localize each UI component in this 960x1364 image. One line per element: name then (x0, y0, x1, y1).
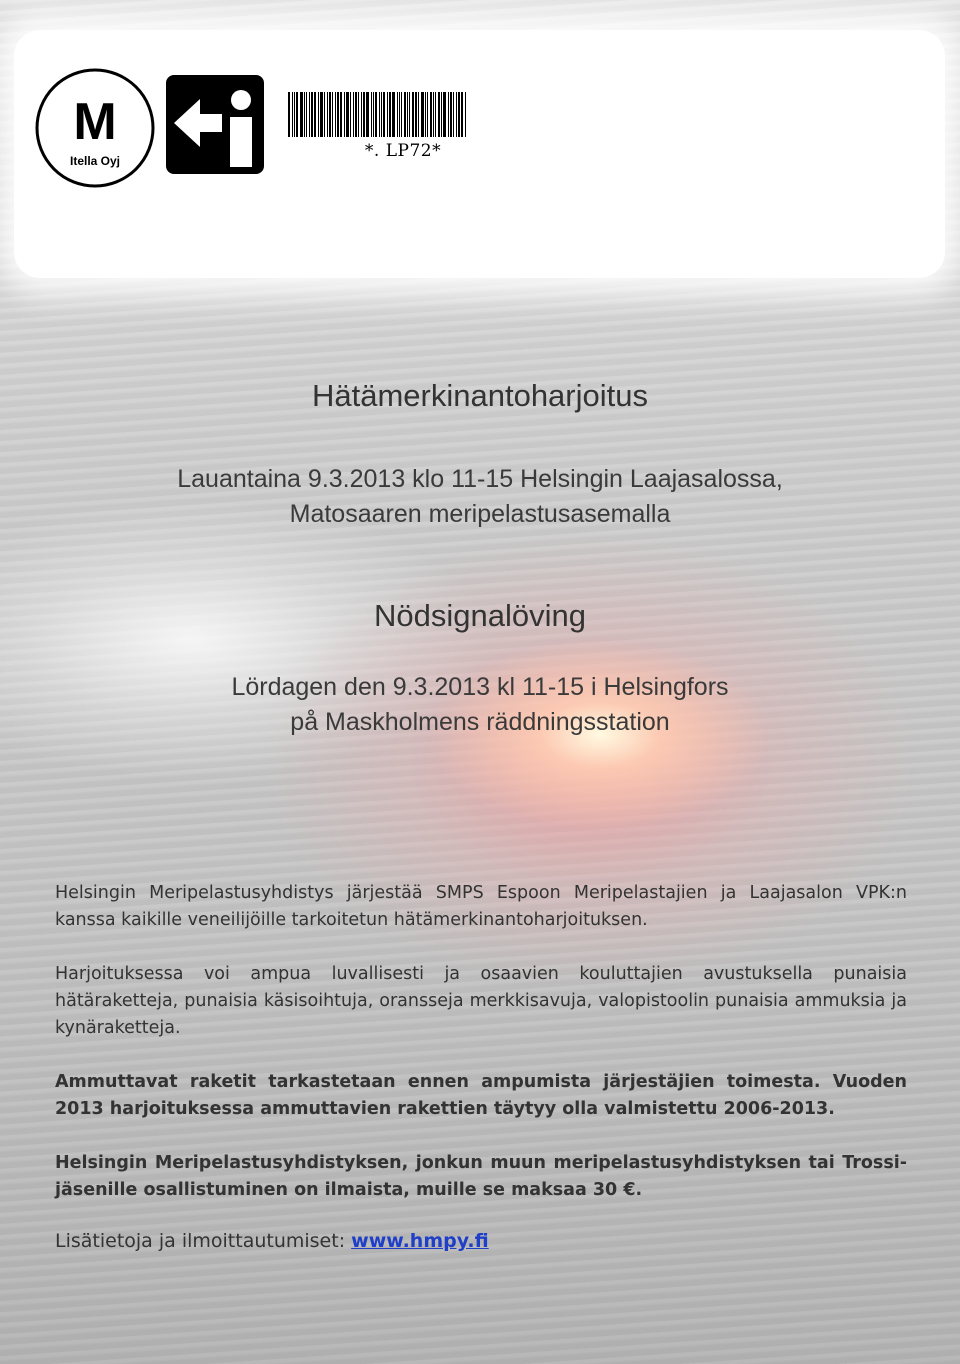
barcode-bar (320, 92, 323, 137)
barcode-bar (332, 92, 333, 137)
finnish-date-line-1: Lauantaina 9.3.2013 klo 11-15 Helsingin Laajasalossa, (177, 465, 783, 493)
swedish-date-line-1: Lördagen den 9.3.2013 kl 11-15 i Helsingfors (231, 673, 729, 701)
contact-line (55, 1230, 489, 1252)
barcode-bar (425, 92, 426, 137)
barcode-bar (296, 92, 298, 137)
barcode-bar (453, 92, 454, 137)
barcode-bar (461, 92, 463, 137)
barcode-bar (458, 92, 460, 137)
barcode-bar (346, 92, 349, 137)
itella-logo-text: Itella Oyj (69, 154, 121, 168)
barcode-bar (337, 92, 339, 137)
barcode-bar (438, 92, 440, 137)
barcode-bar (350, 92, 351, 137)
barcode-bar (430, 92, 432, 137)
barcode-bar (361, 92, 362, 137)
barcode-bar (379, 92, 380, 137)
barcode-bar (363, 92, 365, 137)
barcode-bar (412, 92, 414, 137)
address-label-area (14, 30, 945, 278)
barcode-bar (407, 92, 408, 137)
website-link[interactable]: www.hmpy.fi (351, 1230, 489, 1252)
barcode-bar (404, 92, 406, 137)
barcode-bar (387, 92, 388, 137)
barcode-bar (392, 92, 395, 137)
barcode-bar (318, 92, 319, 137)
barcode (288, 92, 468, 161)
barcode-bar (456, 92, 457, 137)
barcode-bar (329, 92, 331, 137)
barcode-bar (327, 92, 328, 137)
barcode-bar (418, 92, 419, 137)
contact-label: Lisätietoja ja ilmoittautumiset: (55, 1230, 346, 1252)
barcode-bar (373, 92, 374, 137)
barcode-text: *. LP72* (364, 141, 442, 161)
barcode-bar (304, 92, 305, 137)
itella-logo (34, 67, 156, 189)
barcode-bars (288, 92, 468, 137)
barcode-bar (427, 92, 428, 137)
barcode-bar (309, 92, 310, 137)
barcode-bar (375, 92, 377, 137)
fee-paragraph: Helsingin Meripelastusyhdistyksen, jonkun muun meripelastusyhdistyksen tai Trossi-jäsenille osallistuminen on ilmaista, muille se maksaa 30 €. (55, 1153, 907, 1200)
barcode-bar (383, 92, 385, 137)
barcode-bar (435, 92, 436, 137)
swedish-title: Nödsignalöving (374, 598, 586, 633)
barcode-bar (448, 92, 449, 137)
barcode-bar (433, 92, 434, 137)
finnish-title: Hätämerkinantoharjoitus (311, 378, 648, 413)
barcode-bar (381, 92, 382, 137)
barcode-bar (443, 92, 446, 137)
barcode-bar (389, 92, 391, 137)
barcode-bar (415, 92, 417, 137)
barcode-bar (314, 92, 316, 137)
barcode-bar (371, 92, 372, 137)
barcode-bar (397, 92, 398, 137)
barcode-bar (335, 92, 336, 137)
barcode-bar (358, 92, 359, 137)
barcode-bar (292, 92, 293, 137)
barcode-bar (355, 92, 357, 137)
barcode-bar (311, 92, 313, 137)
barcode-bar (324, 92, 325, 137)
intro-paragraph: Helsingin Meripelastusyhdistys järjestää SMPS Espoon Meripelastajien ja Laajasalon VPK:n kanssa kaikille veneilijöille tarkoitetun hätämerkinantoharjoituksen. (55, 883, 907, 930)
barcode-bar (344, 92, 345, 137)
inspection-paragraph: Ammuttavat raketit tarkastetaan ennen ampumista järjestäjien toimesta. Vuoden 2013 harjoituksessa ammuttavien rakettien täytyy olla valmistettu 2006-2013. (55, 1072, 907, 1119)
swedish-date-line-2: på Maskholmens räddningsstation (290, 708, 670, 736)
barcode-bar (465, 92, 466, 137)
barcode-bar (294, 92, 295, 137)
barcode-bar (340, 92, 342, 137)
barcode-bar (450, 92, 452, 137)
fireworks-paragraph: Harjoituksessa voi ampua luvallisesti ja osaavien kouluttajien avustuksella punaisia hätäraketteja, punaisia käsisoihtuja, oransseja merkkisavuja, valopistoolin punaisia ammuksia ja kynäraketteja. (55, 964, 907, 1038)
return-arrow-logo (166, 75, 264, 174)
itella-logo-letter: M (73, 93, 117, 151)
barcode-bar (300, 92, 303, 137)
finnish-date-line-2: Matosaaren meripelastusasemalla (289, 500, 671, 528)
barcode-bar (353, 92, 354, 137)
barcode-bar (288, 92, 290, 137)
barcode-bar (441, 92, 442, 137)
barcode-bar (399, 92, 400, 137)
barcode-bar (409, 92, 410, 137)
barcode-bar (421, 92, 424, 137)
barcode-bar (306, 92, 307, 137)
barcode-bar (366, 92, 369, 137)
barcode-bar (401, 92, 402, 137)
